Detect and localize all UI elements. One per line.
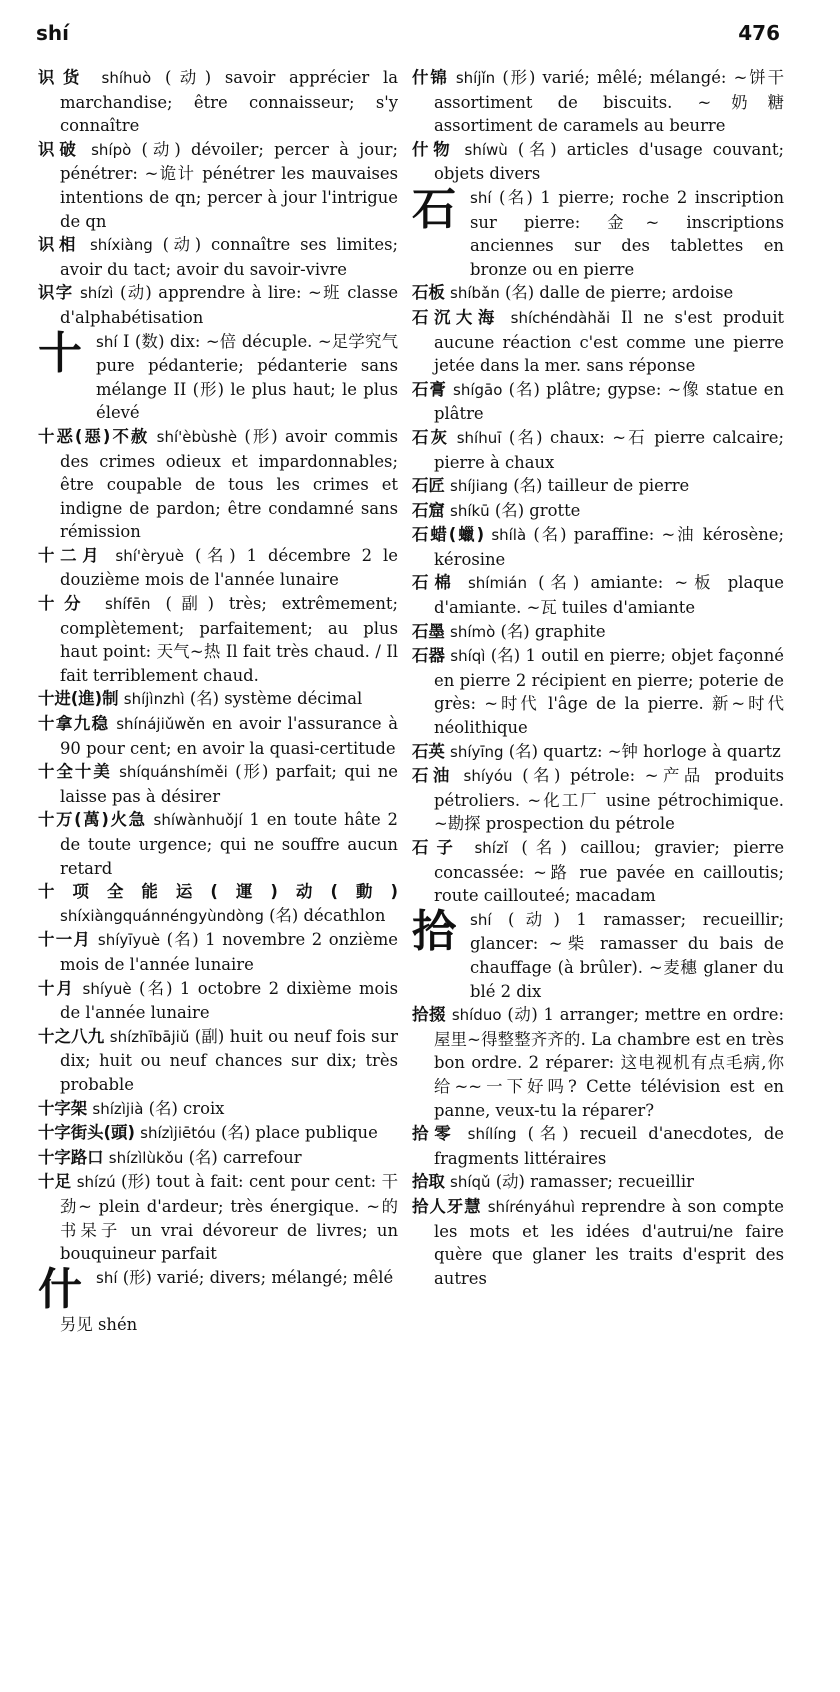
entry-headword: 十之八九 <box>38 1026 105 1046</box>
entry-definition: reprendre à son compte les mots et les idées d'autrui/ne faire quère que glaner les traits d'esprit des autres <box>434 1196 784 1288</box>
entry-headword: 十进(進)制 <box>38 689 119 709</box>
entry-headword: 石器 <box>412 646 445 666</box>
dictionary-entry <box>412 138 784 186</box>
entry-definition: (名) graphite <box>500 621 606 641</box>
entry-definition: (名) plâtre; gypse: ~像 statue en plâtre <box>434 379 785 424</box>
dictionary-entry <box>38 425 398 544</box>
entry-pinyin: shíwànhuǒjí <box>153 811 243 830</box>
entry-definition: (名) 1 décembre 2 le douzième mois de l'année lunaire <box>60 545 398 590</box>
dictionary-entry <box>412 620 784 645</box>
entry-definition: (形) parfait; qui ne laisse pas à désirer <box>60 762 399 806</box>
entry-headword: 十字街头(頭) <box>38 1123 135 1143</box>
big-character: 石 <box>412 183 456 235</box>
entry-headword: 拾掇 <box>412 1005 446 1025</box>
entry-definition: (名) articles d'usage couvant; objets divers <box>434 139 784 184</box>
dictionary-entry <box>38 233 398 281</box>
dictionary-entry <box>412 740 784 765</box>
entry-pinyin: shíyóu <box>463 767 513 786</box>
dictionary-entry <box>412 571 784 619</box>
entry-definition: (名) chaux: ~石 pierre calcaire; pierre à chaux <box>434 427 784 472</box>
entry-definition: (动) ramasser; recueillir <box>495 1172 694 1192</box>
entry-headword: 石子 <box>412 838 462 857</box>
entry-headword: 石油 <box>412 766 454 786</box>
big-character: 拾 <box>412 905 456 957</box>
entry-pinyin: shízì <box>79 284 114 303</box>
dictionary-entry <box>38 138 398 233</box>
dictionary-entry <box>38 1146 398 1171</box>
char-entry-shi-varied <box>38 1263 398 1315</box>
entry-definition: (形) avoir commis des crimes odieux et impardonnables; être coupable de tous les crimes et indigne de pardon; être condamné sans rémission <box>60 426 398 542</box>
char-pinyin: shí <box>96 332 118 351</box>
entry-headword: 十月 <box>38 978 76 998</box>
entry-headword: 什物 <box>412 139 455 159</box>
dictionary-entry <box>38 1025 398 1097</box>
entry-pinyin: shílíng <box>467 1125 517 1144</box>
dictionary-entry <box>412 499 784 524</box>
entry-pinyin: shíwù <box>464 140 508 159</box>
entry-definition: 1 en toute hâte 2 de toute urgence; qui ne souffre aucun retard <box>60 810 398 878</box>
entry-pinyin: shímò <box>450 622 496 641</box>
dictionary-entry <box>412 66 784 138</box>
entry-headword: 拾取 <box>412 1172 445 1192</box>
entry-definition: (名) 1 outil en pierre; objet façonné en pierre 2 récipient en pierre; poterie de grès: ~时代 l'âge de la pierre. 新~时代 néolithique <box>434 646 784 738</box>
dictionary-entry <box>412 378 784 426</box>
entry-pinyin: shíhuò <box>101 69 152 87</box>
entry-pinyin: shízǐ <box>474 839 508 857</box>
entry-definition: Il ne s'est produit aucune réaction c'est comme une pierre jetée dans la mer. sans réponse <box>434 307 785 376</box>
entry-pinyin: shíchéndàhǎi <box>510 308 611 327</box>
entry-pinyin: shízìjiētóu <box>140 1124 216 1143</box>
dictionary-entry <box>38 592 398 687</box>
entry-pinyin: shífēn <box>105 595 151 614</box>
char-definition: (名) 1 pierre; roche 2 inscription sur pierre: 金~ inscriptions anciennes sur des tablettes en bronze ou en pierre <box>470 187 784 279</box>
entry-headword: 拾人牙慧 <box>412 1196 482 1216</box>
entry-headword: 十字架 <box>38 1098 88 1118</box>
entry-headword: 石膏 <box>412 379 447 399</box>
dictionary-entry <box>412 281 784 306</box>
entry-headword: 石匠 <box>412 476 445 496</box>
dictionary-entry <box>412 836 784 908</box>
dictionary-entry <box>412 426 784 474</box>
dictionary-entry <box>38 1121 398 1146</box>
entry-pinyin: shíjǐn <box>455 69 496 87</box>
dictionary-entry <box>38 928 398 976</box>
entry-headword: 石棉 <box>412 573 457 593</box>
entry-definition: (动) 1 arranger; mettre en ordre: 屋里~得整整齐齐的. La chambre est en très bon ordre. 2 réparer: 这电视机有点毛病,你给~~一下好吗? Cette télévision est en panne, veux-tu la réparer? <box>434 1005 784 1120</box>
entry-definition: (名) paraffine: ~油 kérosène; kérosine <box>434 525 784 569</box>
entry-pinyin: shízhībājiǔ <box>109 1027 190 1046</box>
entry-definition: en avoir l'assurance à 90 pour cent; en avoir la quasi-certitude <box>60 714 399 758</box>
entry-definition: (动) apprendre à lire: ~班 classe d'alphabétisation <box>60 283 399 327</box>
entry-definition: (动) connaître ses limites; avoir du tact; avoir du savoir-vivre <box>60 235 398 279</box>
page-number: 476 <box>738 21 780 45</box>
running-head <box>36 18 780 48</box>
dictionary-entry <box>412 523 784 571</box>
entry-headword: 识相 <box>38 235 81 255</box>
entry-pinyin: shíxiàng <box>89 236 153 255</box>
entry-pinyin: shínájiǔwěn <box>116 715 206 734</box>
header-keyword: shí <box>36 21 69 45</box>
entry-headword: 什锦 <box>412 68 449 87</box>
entry-definition: (动) dévoiler; percer à jour; pénétrer: ~诡计 pénétrer les mauvaises intentions de qn; percer à jour l'intrigue de qn <box>60 139 398 231</box>
char-definition: (动) 1 ramasser; recueillir; glancer: ~柴 ramasser du bais de chauffage (à brûler). ~麦穗 glaner du blé 2 dix <box>470 909 784 1001</box>
dictionary-entry <box>38 66 398 138</box>
see-also-note: 另见 shén <box>60 1314 138 1334</box>
entry-headword: 石蜡(蠟) <box>412 525 485 545</box>
dictionary-entry <box>412 644 784 739</box>
entry-headword: 十项全能运(運)动(動) <box>38 882 398 902</box>
char-pinyin: shí <box>470 188 492 207</box>
dictionary-entry <box>38 712 398 760</box>
entry-definition: (名) pétrole: ~产品 produits pétroliers. ~化工厂 usine pétrochimique. ~勘探 prospection du pétrole <box>434 766 785 834</box>
big-character: 什 <box>38 1263 82 1315</box>
entry-definition: (名) place publique <box>221 1123 378 1143</box>
entry-pinyin: shíquánshíměi <box>119 763 228 782</box>
left-column <box>38 66 398 1336</box>
dictionary-entry <box>38 687 398 712</box>
dictionary-entry <box>412 306 784 378</box>
entry-headword: 石英 <box>412 741 445 761</box>
entry-headword: 十字路口 <box>38 1147 104 1167</box>
entry-headword: 石沉大海 <box>412 307 500 327</box>
entry-headword: 十一月 <box>38 930 92 950</box>
entry-definition: (名) 1 octobre 2 dixième mois de l'année lunaire <box>60 978 399 1023</box>
entry-definition: (副) très; extrêmement; complètement; parfaitement; au plus haut point: 天气~热 Il fait très chaud. / Il fait terriblement chaud. <box>60 594 399 685</box>
entry-definition: (名) croix <box>148 1098 225 1118</box>
dictionary-entry <box>38 880 398 928</box>
entry-definition: (名) décathlon <box>269 905 386 925</box>
entry-pinyin: shíduo <box>451 1006 502 1025</box>
entry-definition: (名) caillou; gravier; pierre concassée: ~路 rue pavée en cailloutis; route caillouteé; macadam <box>434 838 785 906</box>
entry-headword: 石窟 <box>412 500 445 520</box>
entry-headword: 石板 <box>412 283 445 303</box>
dictionary-entry <box>38 281 398 329</box>
entry-definition: (动) savoir apprécier la marchandise; être connaisseur; s'y connaître <box>60 68 398 136</box>
entry-pinyin: shíjìnzhì <box>123 690 185 709</box>
dictionary-entry <box>38 1170 398 1265</box>
entry-definition: (名) carrefour <box>188 1147 302 1167</box>
dictionary-entry <box>412 1003 784 1122</box>
entry-definition: (名) quartz: ~钟 horloge à quartz <box>508 741 781 761</box>
entry-pinyin: shípò <box>91 140 132 159</box>
dictionary-entry <box>412 1122 784 1170</box>
entry-headword: 识字 <box>38 283 74 303</box>
entry-pinyin: shímián <box>467 574 527 593</box>
entry-definition: (名) système décimal <box>189 689 363 709</box>
entry-pinyin: shílà <box>491 526 527 545</box>
entry-pinyin: shí'èryuè <box>115 546 185 565</box>
entry-headword: 十拿九稳 <box>38 714 110 734</box>
dictionary-entry <box>38 977 398 1025</box>
entry-pinyin: shíxiàngquánnéngyùndòng <box>60 906 264 925</box>
dictionary-entry <box>38 808 398 880</box>
char-definition: I (数) dix: ~倍 décuple. ~足学究气 pure pédanterie; pédanterie sans mélange II (形) le plus haut; le plus élevé <box>96 331 398 423</box>
entry-pinyin: shíbǎn <box>450 284 500 303</box>
entry-pinyin: shí'èbùshè <box>156 427 238 446</box>
entry-headword: 十二月 <box>38 545 105 565</box>
entry-pinyin: shíqì <box>450 647 486 666</box>
entry-pinyin: shízìjià <box>92 1099 144 1118</box>
dictionary-entry <box>38 544 398 592</box>
dictionary-entry <box>38 760 398 808</box>
entry-pinyin: shíyīng <box>450 742 504 761</box>
entry-pinyin: shízìlùkǒu <box>108 1148 184 1167</box>
entry-definition: (形) tout à fait: cent pour cent: 干劲~ plein d'ardeur; très énergique. ~的书呆子 un vrai dévoreur de livres; un bouquineur parfait <box>60 1172 399 1264</box>
entry-headword: 十恶(惡)不赦 <box>38 426 150 446</box>
char-entry-shi-pick <box>412 905 784 1003</box>
entry-definition: (名) dalle de pierre; ardoise <box>504 283 734 303</box>
entry-headword: 十万(萬)火急 <box>38 810 147 830</box>
entry-definition: (名) amiante: ~板 plaque d'amiante. ~瓦 tuiles d'amiante <box>434 573 784 618</box>
dictionary-entry <box>38 1097 398 1122</box>
dictionary-entry <box>412 474 784 499</box>
char-entry-shi-ten <box>38 327 398 425</box>
char-pinyin: shí <box>470 910 492 929</box>
entry-headword: 十分 <box>38 594 91 614</box>
entry-headword: 十足 <box>38 1172 72 1192</box>
entry-headword: 石灰 <box>412 427 450 447</box>
entry-pinyin: shíjiang <box>450 477 509 496</box>
entry-definition: (名) grotte <box>494 500 581 520</box>
entry-headword: 十全十美 <box>38 762 112 782</box>
entry-pinyin: shízú <box>76 1173 116 1192</box>
entry-pinyin: shíyuè <box>82 979 132 998</box>
entry-definition: (名) 1 novembre 2 onzième mois de l'année lunaire <box>60 930 398 974</box>
entry-definition: (形) varié; mêlé; mélangé: ~饼干 assortiment de biscuits. ~奶糖 assortiment de caramels au beurre <box>434 68 784 136</box>
entry-pinyin: shíhuī <box>456 428 502 447</box>
dictionary-entry <box>412 1195 784 1290</box>
right-column <box>412 66 784 1290</box>
char-entry-shi-stone <box>412 183 784 281</box>
entry-headword: 石墨 <box>412 621 445 641</box>
char-pinyin: shí <box>96 1268 118 1287</box>
entry-headword: 识货 <box>38 68 88 87</box>
char-definition: (形) varié; divers; mélangé; mêlé <box>122 1267 394 1287</box>
dictionary-entry <box>412 1170 784 1195</box>
entry-pinyin: shírényáhuì <box>487 1197 576 1216</box>
entry-definition: (名) tailleur de pierre <box>513 476 690 496</box>
big-character: 十 <box>38 327 82 379</box>
entry-pinyin: shígāo <box>453 380 503 399</box>
entry-headword: 识破 <box>38 139 81 159</box>
dictionary-entry <box>412 764 784 836</box>
entry-pinyin: shíqǔ <box>450 1173 491 1192</box>
entry-definition: (副) huit ou neuf fois sur dix; huit ou neuf chances sur dix; très probable <box>60 1026 398 1094</box>
entry-pinyin: shíyīyuè <box>97 931 161 950</box>
entry-headword: 拾零 <box>412 1124 457 1144</box>
entry-pinyin: shíkū <box>450 501 490 520</box>
entry-definition: (名) recueil d'anecdotes, de fragments littéraires <box>434 1124 785 1168</box>
